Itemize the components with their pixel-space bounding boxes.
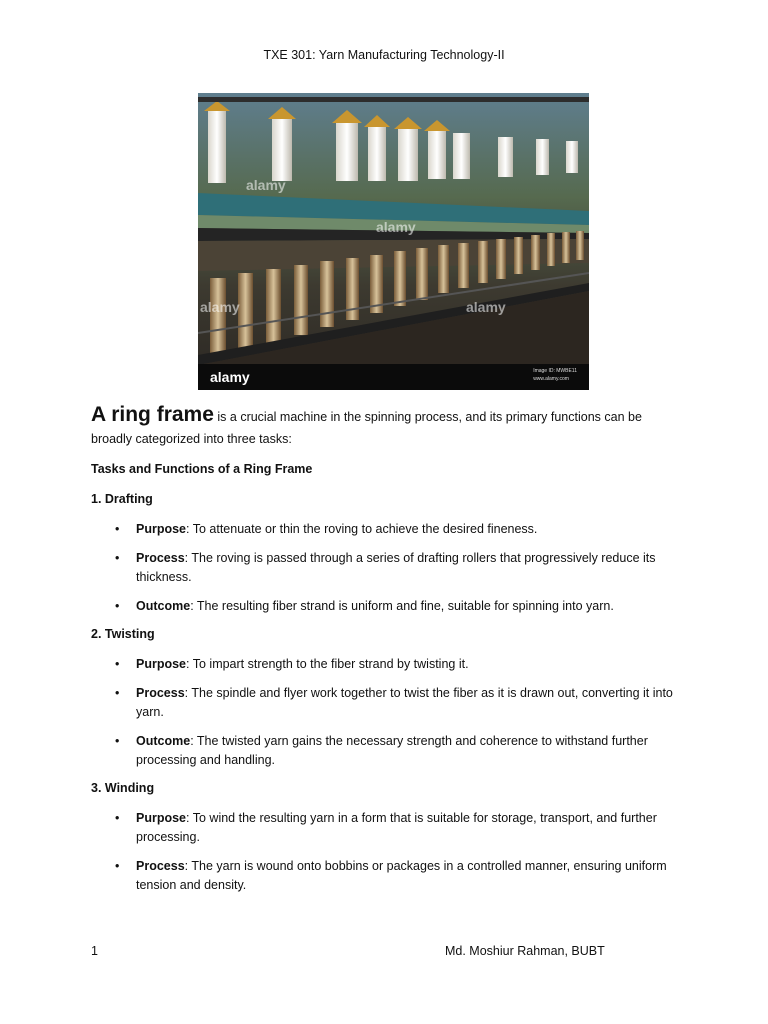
photo-watermark: alamy (200, 299, 240, 315)
page-footer-author: Md. Moshiur Rahman, BUBT (445, 944, 605, 958)
list-item: • Outcome: The twisted yarn gains the necessary strength and coherence to withstand further processing and handling. (115, 734, 648, 767)
section-heading-twisting: 2. Twisting (91, 627, 155, 641)
list-item: • Purpose: To attenuate or thin the roving to achieve the desired fineness. (115, 522, 538, 536)
list-item: • Outcome: The resulting fiber strand is uniform and fine, suitable for spinning into yarn. (115, 599, 614, 613)
bullet-list-winding (91, 809, 691, 905)
bullet-list-twisting (91, 655, 691, 780)
ring-frame-illustration (198, 93, 589, 390)
intro-term: A ring frame (91, 403, 214, 426)
intro-text-line2: broadly categorized into three tasks: (91, 432, 292, 446)
photo-watermark: alamy (376, 219, 416, 235)
ring-frame-photo (198, 93, 589, 390)
list-item: • Process: The spindle and flyer work together to twist the fiber as it is drawn out, converting it into yarn. (115, 686, 673, 719)
list-item: • Process: The yarn is wound onto bobbins or packages in a controlled manner, ensuring uniform tension and density. (115, 859, 667, 892)
section-title: Tasks and Functions of a Ring Frame (91, 462, 313, 476)
photo-image-id: Image ID: MWBE11 (533, 368, 577, 374)
intro-text-line1: is a crucial machine in the spinning process, and its primary functions can be (213, 410, 642, 424)
intro-paragraph (91, 404, 691, 450)
photo-credit-bar (198, 364, 589, 390)
list-item: • Purpose: To impart strength to the fiber strand by twisting it. (115, 657, 469, 671)
photo-credit-info (533, 367, 577, 383)
page-number: 1 (91, 944, 98, 958)
photo-credit-logo: alamy (210, 369, 250, 385)
list-item: • Process: The roving is passed through a series of drafting rollers that progressively reduce its thickness. (115, 551, 656, 584)
bullet-list-drafting (91, 520, 691, 626)
section-heading-winding: 3. Winding (91, 781, 155, 795)
photo-site: www.alamy.com (533, 376, 569, 382)
photo-watermark: alamy (466, 299, 506, 315)
photo-watermark: alamy (246, 177, 286, 193)
list-item: • Purpose: To wind the resulting yarn in a form that is suitable for storage, transport, and further processing. (115, 811, 657, 844)
page-header: TXE 301: Yarn Manufacturing Technology-II (263, 48, 505, 62)
section-heading-drafting: 1. Drafting (91, 492, 153, 506)
